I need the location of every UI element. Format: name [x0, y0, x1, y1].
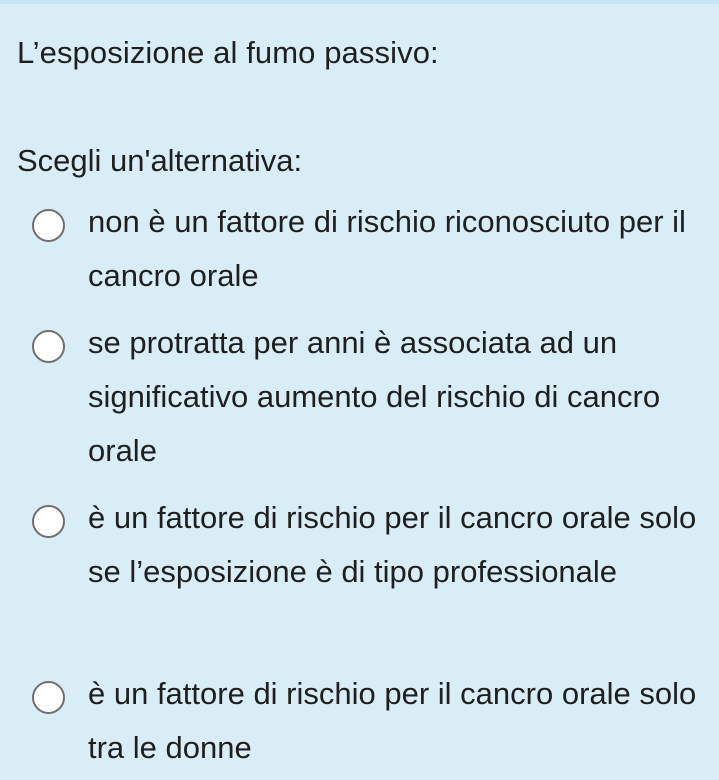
radio-button-4[interactable] — [32, 681, 65, 714]
answer-option-3-text[interactable]: è un fattore di rischio per il cancro orale solo se l’esposizione è di tipo professionale — [88, 500, 697, 589]
radio-button-3[interactable] — [32, 505, 65, 538]
radio-button-2[interactable] — [32, 330, 65, 363]
radio-button-1[interactable] — [32, 209, 65, 242]
answer-option-2-text[interactable]: se protratta per anni è associata ad un significativo aumento del rischio di cancro orale — [88, 325, 661, 468]
answer-option-4-text[interactable]: è un fattore di rischio per il cancro orale solo tra le donne — [88, 676, 697, 765]
answer-prompt: Scegli un'alternativa: — [17, 143, 303, 178]
question-text: L’esposizione al fumo passivo: — [17, 35, 439, 70]
answer-option-1-text[interactable]: non è un fattore di rischio riconosciuto per il cancro orale — [88, 204, 686, 293]
